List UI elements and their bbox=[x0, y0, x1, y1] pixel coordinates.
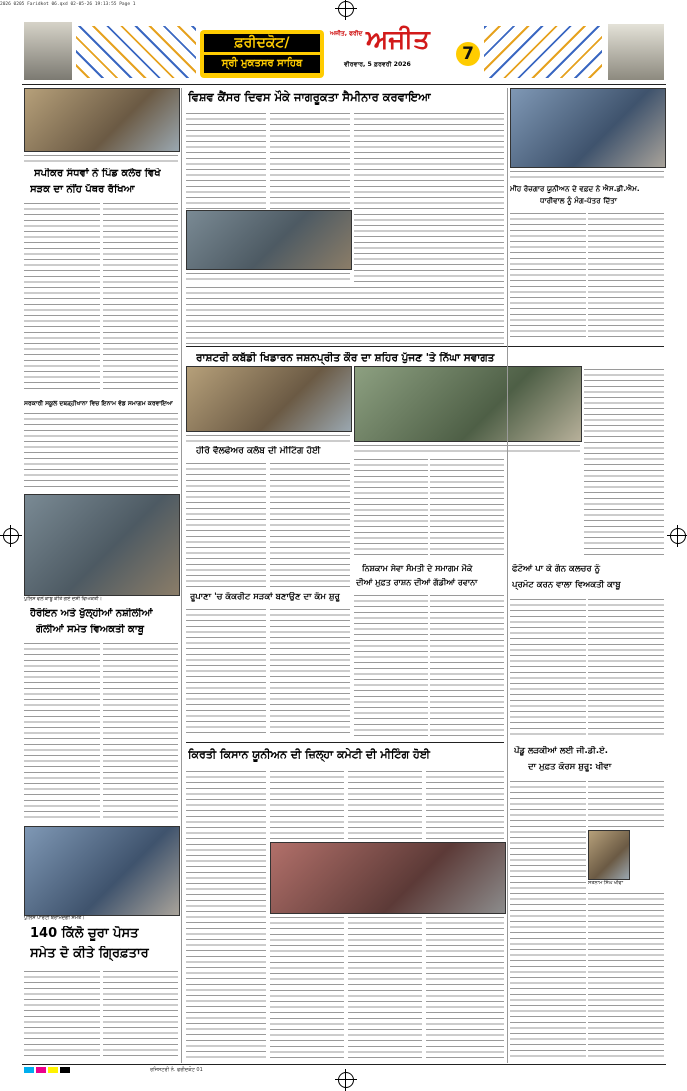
rupana-headline: ਰੂਪਾਣਾ 'ਚ ਕੰਕਰੀਟ ਸੜਕਾਂ ਬਣਾਉਣ ਦਾ ਕੰਮ ਸ਼ੁਰੂ bbox=[190, 592, 340, 602]
cancer-body-col3 bbox=[354, 110, 504, 282]
kabaddi-body-col1 bbox=[354, 456, 428, 560]
color-bar-cyan bbox=[24, 1067, 34, 1073]
kirti-body-col3 bbox=[348, 768, 422, 840]
kirti-body-col1 bbox=[186, 768, 266, 1060]
ration-headline-2: ਦੀਆਂ ਮੁਫ਼ਤ ਰਾਸ਼ਨ ਦੀਆਂ ਗੱਡੀਆਂ ਰਵਾਨਾ bbox=[356, 578, 478, 587]
kabaddi-headline: ਰਾਸ਼ਟਰੀ ਕਬੱਡੀ ਖਿਡਾਰਨ ਜਸ਼ਨਪ੍ਰੀਤ ਕੌਰ ਦਾ ਸ਼ਹਿਰ ਪੁੱਜਣ 'ਤੇ ਨਿੱਘਾ ਸਵਾਗਤ bbox=[196, 352, 495, 364]
gda-headline-2: ਦਾ ਮੁਫ਼ਤ ਕੋਰਸ ਸ਼ੁਰੂ: ਖੀਵਾ bbox=[528, 762, 612, 772]
page-number: 7 bbox=[456, 42, 480, 66]
speaker-road-body-col2 bbox=[103, 200, 178, 390]
gda-portrait-caption: ਸਤਨਾਮ ਸਿੰਘ ਖੀਵਾ bbox=[588, 880, 624, 886]
column-rule-left bbox=[181, 88, 182, 1063]
cancer-day-headline: ਵਿਸ਼ਵ ਕੈਂਸਰ ਦਿਵਸ ਮੌਕੇ ਜਾਗਰੂਕਤਾ ਸੈਮੀਨਾਰ ਕਰਵਾਇਆ bbox=[188, 90, 431, 104]
kirti-body-col5 bbox=[270, 914, 344, 1060]
caption-cancer-seminar bbox=[186, 270, 350, 282]
ration-body-col2 bbox=[430, 592, 504, 738]
clocktower-illustration bbox=[24, 22, 72, 80]
poppy-body-col2 bbox=[103, 968, 178, 1060]
kirti-body-col2 bbox=[270, 768, 344, 840]
gun-culture-headline-1: ਫੋਟੋਆਂ ਪਾ ਕੇ ਗੰਨ ਕਲਚਰ ਨੂੰ bbox=[512, 564, 601, 574]
heroin-headline-2: ਗੋਲੀਆਂ ਸਮੇਤ ਵਿਅਕਤੀ ਕਾਬੂ bbox=[36, 624, 144, 635]
column-rule-right bbox=[507, 88, 508, 1063]
mini-bank-headline-2: ਧਾਰੀਵਾਲ ਨੂੰ ਮੰਗ-ਪੱਤਰ ਦਿੱਤਾ bbox=[540, 196, 617, 205]
school-award-headline: ਸਰਕਾਰੀ ਸਕੂਲ ਦਬੜ੍ਹੀਖਾਨਾ ਵਿਚ ਇਨਾਮ ਵੰਡ ਸਮਾਗਮ ਕਰਵਾਇਆ bbox=[24, 400, 173, 407]
issue-date: ਵੀਰਵਾਰ, 5 ਫ਼ਰਵਰੀ 2026 bbox=[344, 61, 411, 68]
color-bar-magenta bbox=[36, 1067, 46, 1073]
gda-headline-1: ਪੇਂਡੂ ਲੜਕੀਆਂ ਲਈ ਜੀ.ਡੀ.ਏ. bbox=[514, 746, 608, 756]
monument-illustration bbox=[608, 24, 664, 80]
rupana-body-col1 bbox=[186, 606, 266, 738]
masthead bbox=[24, 22, 664, 82]
gda-body-col1 bbox=[510, 778, 586, 1060]
speaker-road-body-col1 bbox=[24, 200, 100, 390]
photo-heroin-arrest bbox=[24, 494, 180, 596]
kabaddi-body-col3 bbox=[584, 366, 664, 556]
kirti-body-col6 bbox=[348, 914, 422, 1060]
poppy-headline-1: 140 ਕਿੱਲੋ ਚੂਰਾ ਪੋਸਤ bbox=[30, 926, 139, 941]
caption-speaker-event bbox=[24, 152, 178, 164]
footer-label: ਰਜਿਸਟਰੀ ਨੰ. ਫਰੀਦਕੋਟ 01 bbox=[150, 1067, 203, 1073]
poppy-body-col1 bbox=[24, 968, 100, 1060]
photo-speaker-event bbox=[24, 88, 180, 152]
registration-mark-left bbox=[3, 528, 19, 544]
gun-culture-headline-2: ਪ੍ਰਮੋਟ ਕਰਨ ਵਾਲਾ ਵਿਅਕਤੀ ਕਾਬੂ bbox=[512, 580, 621, 590]
photo-kabaddi-welcome bbox=[354, 366, 582, 442]
heroin-body-col2 bbox=[103, 640, 178, 820]
poppy-caption: ਪੁਲਿਸ ਪਾਰਟੀ ਬਰਾਮਦਗੀ ਸਮੇਤ। bbox=[24, 915, 85, 921]
heir-body-col1 bbox=[186, 460, 266, 590]
photo-heir-club bbox=[186, 366, 352, 432]
cancer-body-col2 bbox=[270, 110, 350, 210]
cancer-body-col1 bbox=[186, 110, 266, 210]
kirti-kisan-headline: ਕਿਰਤੀ ਕਿਸਾਨ ਯੂਨੀਅਨ ਦੀ ਜ਼ਿਲ੍ਹਾ ਕਮੇਟੀ ਦੀ ਮੀਟਿੰਗ ਹੋਈ bbox=[188, 748, 430, 761]
decorative-pattern-left bbox=[76, 26, 196, 78]
gda-body-col2-top bbox=[588, 778, 664, 828]
color-bar-yellow bbox=[48, 1067, 58, 1073]
registration-mark-top bbox=[338, 1, 354, 17]
paper-prefix: ਅਜੀਤ, ਫਰੀਦ bbox=[330, 30, 363, 37]
footer-rule bbox=[22, 1064, 666, 1065]
speaker-road-headline-2: ਸੜਕ ਦਾ ਨੀਂਹ ਪੱਥਰ ਰੱਖਿਆ bbox=[30, 184, 135, 195]
caption-kabaddi bbox=[354, 442, 580, 454]
registration-mark-bottom bbox=[338, 1072, 354, 1088]
kirti-body-col7 bbox=[426, 914, 504, 1060]
kirti-body-col4 bbox=[426, 768, 504, 840]
school-award-body bbox=[24, 410, 178, 490]
photo-kirti-kisan bbox=[270, 842, 506, 914]
rupana-body-col2 bbox=[270, 606, 350, 738]
paper-name: ਅਜੀਤ bbox=[366, 25, 430, 55]
photo-gda-portrait bbox=[588, 830, 630, 880]
mini-bank-headline-1: ਮੀਂਹ ਰੋਜ਼ਗਾਰ ਯੂਨੀਅਨ ਦੇ ਵਫ਼ਦ ਨੇ ਐਸ.ਡੀ.ਐਮ. bbox=[510, 184, 640, 193]
decorative-pattern-right bbox=[484, 26, 602, 78]
heroin-caption: ਪੁਲਿਸ ਵਲੋਂ ਕਾਬੂ ਕੀਤੇ ਗਏ ਦੋਸ਼ੀ ਵਿਅਕਤੀ। bbox=[24, 596, 102, 602]
caption-heir-club bbox=[186, 432, 350, 444]
photo-mini-bank bbox=[510, 88, 666, 168]
edition-line-1: ਫ਼ਰੀਦਕੋਟ/ bbox=[204, 34, 320, 52]
edition-line-2: ਸ੍ਰੀ ਮੁਕਤਸਰ ਸਾਹਿਬ bbox=[204, 55, 320, 73]
heroin-headline-1: ਹੈਰੋਇਨ ਅਤੇ ਖੁੱਲ੍ਹੀਆਂ ਨਸ਼ੀਲੀਆਂ bbox=[30, 608, 153, 619]
heroin-body-col1 bbox=[24, 640, 100, 820]
registration-mark-right bbox=[670, 528, 686, 544]
heir-club-headline: ਹੀਰੋ ਵੈਲਫੇਅਰ ਕਲੱਬ ਦੀ ਮੀਟਿੰਗ ਹੋਈ bbox=[196, 446, 321, 456]
speaker-road-headline-1: ਸਪੀਕਰ ਸੰਧਵਾਂ ਨੇ ਪਿੰਡ ਕਲੇਰ ਵਿਖੇ bbox=[34, 168, 161, 179]
section-rule-2 bbox=[186, 742, 504, 743]
edition-box bbox=[200, 30, 324, 78]
ration-headline-1: ਨਿਸ਼ਕਾਮ ਸੇਵਾ ਸੰਮਤੀ ਦੇ ਸਮਾਗਮ ਮੌਕੇ bbox=[362, 564, 473, 573]
color-bar-black bbox=[60, 1067, 70, 1073]
gun-body-col2 bbox=[588, 596, 664, 738]
print-slug: 2026 0205 Faridkot 06.qxd 02-05-26 19:13:55 Page 1 bbox=[0, 2, 136, 7]
gun-body-col1 bbox=[510, 596, 586, 738]
photo-cancer-seminar bbox=[186, 210, 352, 270]
cancer-body-bottom bbox=[186, 284, 504, 344]
section-rule-1 bbox=[186, 346, 664, 347]
gda-body-col2 bbox=[588, 890, 664, 1060]
ration-body-col1 bbox=[354, 592, 428, 738]
heir-body-col2 bbox=[270, 460, 350, 590]
photo-poppy-husk bbox=[24, 826, 180, 916]
mini-bank-body-col2 bbox=[588, 210, 664, 340]
mini-bank-body-col1 bbox=[510, 210, 586, 340]
kabaddi-body-col2 bbox=[430, 456, 504, 560]
masthead-rule bbox=[22, 84, 666, 85]
caption-mini-bank bbox=[510, 168, 664, 180]
poppy-headline-2: ਸਮੇਤ ਦੋ ਕੀਤੇ ਗ੍ਰਿਫ਼ਤਾਰ bbox=[30, 946, 149, 961]
